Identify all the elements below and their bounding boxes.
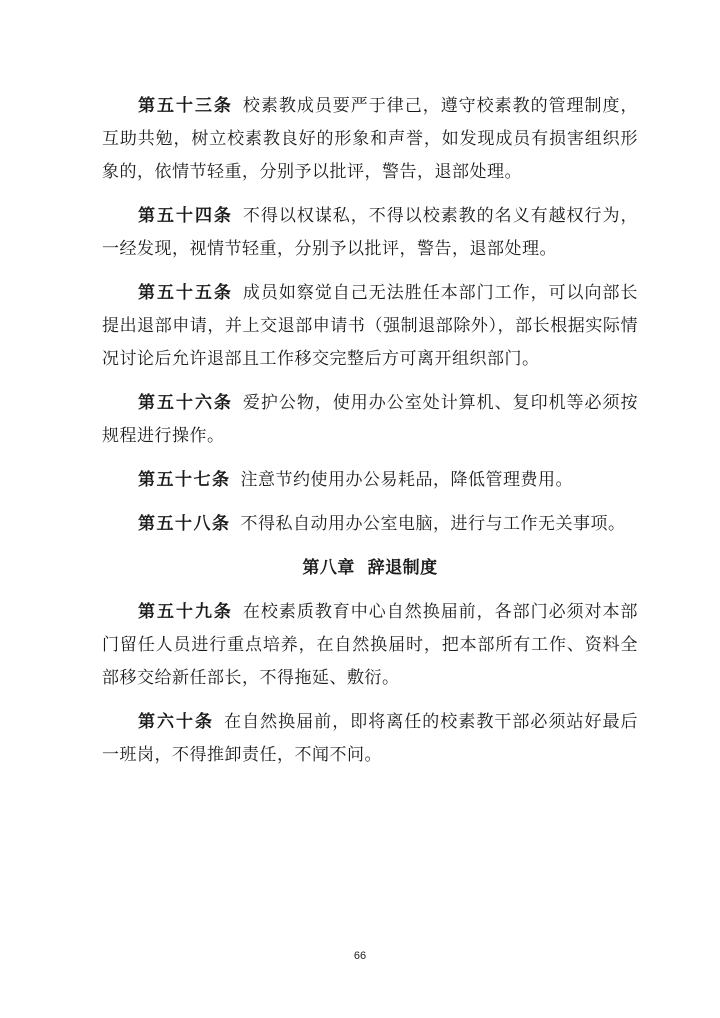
- article-54: [102, 200, 638, 266]
- article-53: [102, 90, 638, 189]
- article-text: 爱护公物，使用办公室处计算机、复印机等必须按规程进行操作。: [102, 393, 639, 446]
- article-57: [102, 464, 638, 497]
- page-number: 66: [353, 950, 367, 962]
- article-56: [102, 387, 638, 453]
- article-59: [102, 596, 638, 695]
- article-text: 不得以权谋私，不得以校素教的名义有越权行为，一经发现，视情节轻重，分别予以批评，警告，退部处理。: [102, 206, 639, 259]
- article-number: 第五十八条: [138, 514, 231, 534]
- article-number: 第五十六条: [138, 393, 233, 413]
- article-number: 第五十七条: [138, 470, 231, 490]
- article-text: 成员如察觉自己无法胜任本部门工作，可以向部长提出退部申请，并上交退部申请书（强制退部除外），部长根据实际情况讨论后允许退部且工作移交完整后方可离开组织部门。: [102, 283, 639, 369]
- document-body: [102, 90, 638, 783]
- article-text: 不得私自动用办公室电脑，进行与工作无关事项。: [240, 514, 626, 534]
- article-text: 在校素质教育中心自然换届前，各部门必须对本部门留任人员进行重点培养，在自然换届时，把本部所有工作、资料全部移交给新任部长，不得拖延、敷衍。: [102, 602, 639, 688]
- article-55: [102, 277, 638, 376]
- chapter-heading: 第八章 辞退制度: [302, 558, 438, 578]
- article-number: 第五十五条: [138, 283, 233, 303]
- article-number: 第五十三条: [138, 96, 233, 116]
- article-number: 第六十条: [138, 712, 215, 732]
- article-58: [102, 508, 638, 541]
- article-60: [102, 706, 638, 772]
- article-number: 第五十四条: [138, 206, 233, 226]
- article-number: 第五十九条: [138, 602, 233, 622]
- article-text: 校素教成员要严于律己，遵守校素教的管理制度，互助共勉，树立校素教良好的形象和声誉，如发现成员有损害组织形象的，依情节轻重，分别予以批评，警告，退部处理。: [102, 96, 639, 182]
- article-text: 在自然换届前，即将离任的校素教干部必须站好最后一班岗，不得推卸责任，不闻不问。: [102, 712, 639, 765]
- article-text: 注意节约使用办公易耗品，降低管理费用。: [240, 470, 573, 490]
